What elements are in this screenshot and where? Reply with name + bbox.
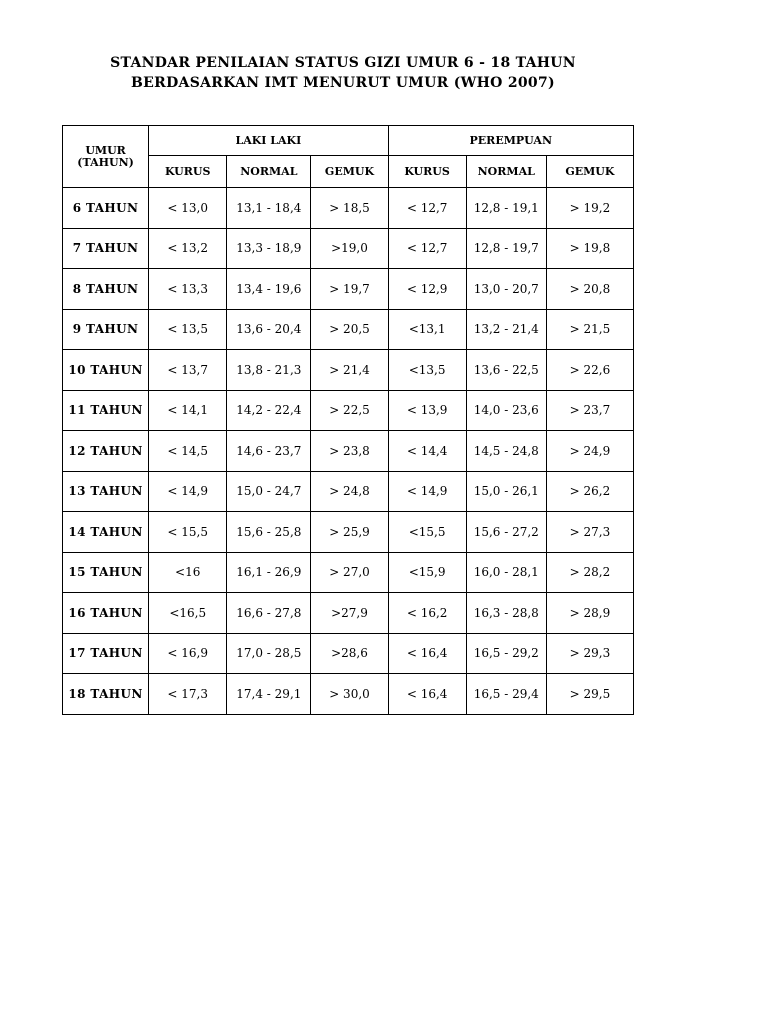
male-normal-cell: 16,6 - 27,8: [227, 593, 311, 634]
female-kurus-cell: < 14,4: [388, 431, 466, 472]
table-row: [63, 471, 634, 512]
female-gemuk-cell: > 26,2: [546, 471, 633, 512]
female-gemuk-cell: > 29,5: [546, 674, 633, 715]
female-normal-cell: 13,6 - 22,5: [466, 350, 546, 391]
female-kurus-cell: < 13,9: [388, 390, 466, 431]
age-cell: 8 TAHUN: [63, 269, 149, 310]
male-gemuk-cell: > 18,5: [311, 188, 388, 229]
female-kurus-cell: < 16,4: [388, 674, 466, 715]
male-normal-header: NORMAL: [227, 156, 311, 188]
table-row: [63, 593, 634, 634]
table-subheader-row: [63, 156, 634, 188]
female-kurus-header: KURUS: [388, 156, 466, 188]
male-kurus-cell: < 15,5: [149, 512, 227, 553]
female-gemuk-cell: > 19,8: [546, 228, 633, 269]
age-cell: 17 TAHUN: [63, 633, 149, 674]
female-gemuk-cell: > 27,3: [546, 512, 633, 553]
male-normal-cell: 14,2 - 22,4: [227, 390, 311, 431]
male-normal-cell: 13,3 - 18,9: [227, 228, 311, 269]
age-cell: 12 TAHUN: [63, 431, 149, 472]
male-kurus-cell: < 13,2: [149, 228, 227, 269]
female-normal-cell: 16,3 - 28,8: [466, 593, 546, 634]
male-gemuk-cell: > 21,4: [311, 350, 388, 391]
male-normal-cell: 13,4 - 19,6: [227, 269, 311, 310]
age-cell: 6 TAHUN: [63, 188, 149, 229]
female-normal-cell: 16,0 - 28,1: [466, 552, 546, 593]
female-kurus-cell: <13,1: [388, 309, 466, 350]
table-row: [63, 350, 634, 391]
male-normal-cell: 13,8 - 21,3: [227, 350, 311, 391]
male-gemuk-cell: > 22,5: [311, 390, 388, 431]
female-gemuk-cell: > 29,3: [546, 633, 633, 674]
male-normal-cell: 17,4 - 29,1: [227, 674, 311, 715]
male-normal-cell: 15,6 - 25,8: [227, 512, 311, 553]
male-kurus-cell: < 14,1: [149, 390, 227, 431]
female-normal-cell: 16,5 - 29,2: [466, 633, 546, 674]
female-gemuk-cell: > 28,2: [546, 552, 633, 593]
female-gemuk-cell: > 23,7: [546, 390, 633, 431]
female-kurus-cell: <15,5: [388, 512, 466, 553]
male-normal-cell: 13,1 - 18,4: [227, 188, 311, 229]
female-kurus-cell: < 12,7: [388, 228, 466, 269]
female-kurus-cell: < 16,2: [388, 593, 466, 634]
female-normal-header: NORMAL: [466, 156, 546, 188]
female-kurus-cell: < 16,4: [388, 633, 466, 674]
male-gemuk-cell: > 30,0: [311, 674, 388, 715]
male-gemuk-cell: > 23,8: [311, 431, 388, 472]
female-normal-cell: 12,8 - 19,1: [466, 188, 546, 229]
bmi-standard-table: [62, 125, 634, 715]
table-row: [63, 309, 634, 350]
female-gemuk-cell: > 19,2: [546, 188, 633, 229]
age-cell: 18 TAHUN: [63, 674, 149, 715]
male-normal-cell: 13,6 - 20,4: [227, 309, 311, 350]
male-normal-cell: 15,0 - 24,7: [227, 471, 311, 512]
table-row: [63, 512, 634, 553]
female-kurus-cell: <15,9: [388, 552, 466, 593]
age-cell: 15 TAHUN: [63, 552, 149, 593]
age-cell: 9 TAHUN: [63, 309, 149, 350]
male-kurus-header: KURUS: [149, 156, 227, 188]
female-normal-cell: 13,0 - 20,7: [466, 269, 546, 310]
document-title-line-2: BERDASARKAN IMT MENURUT UMUR (WHO 2007): [131, 75, 555, 91]
age-cell: 11 TAHUN: [63, 390, 149, 431]
female-group-header: PEREMPUAN: [388, 126, 633, 156]
age-column-header: [63, 126, 149, 188]
female-normal-cell: 16,5 - 29,4: [466, 674, 546, 715]
document-title-line-1: STANDAR PENILAIAN STATUS GIZI UMUR 6 - 18 TAHUN: [110, 55, 576, 71]
male-gemuk-cell: > 25,9: [311, 512, 388, 553]
age-cell: 13 TAHUN: [63, 471, 149, 512]
table-row: [63, 674, 634, 715]
male-gemuk-cell: > 24,8: [311, 471, 388, 512]
female-kurus-cell: < 14,9: [388, 471, 466, 512]
table-body: [63, 188, 634, 715]
male-kurus-cell: < 13,7: [149, 350, 227, 391]
male-kurus-cell: < 13,5: [149, 309, 227, 350]
male-kurus-cell: <16: [149, 552, 227, 593]
table-row: [63, 188, 634, 229]
female-gemuk-cell: > 22,6: [546, 350, 633, 391]
female-normal-cell: 13,2 - 21,4: [466, 309, 546, 350]
male-normal-cell: 16,1 - 26,9: [227, 552, 311, 593]
age-cell: 14 TAHUN: [63, 512, 149, 553]
male-gemuk-cell: > 19,7: [311, 269, 388, 310]
female-normal-cell: 14,5 - 24,8: [466, 431, 546, 472]
female-gemuk-header: GEMUK: [546, 156, 633, 188]
male-gemuk-cell: > 27,0: [311, 552, 388, 593]
male-kurus-cell: < 13,3: [149, 269, 227, 310]
female-kurus-cell: <13,5: [388, 350, 466, 391]
male-normal-cell: 14,6 - 23,7: [227, 431, 311, 472]
male-kurus-cell: < 13,0: [149, 188, 227, 229]
age-cell: 7 TAHUN: [63, 228, 149, 269]
age-header-line-1: UMUR: [85, 143, 126, 157]
female-kurus-cell: < 12,7: [388, 188, 466, 229]
female-kurus-cell: < 12,9: [388, 269, 466, 310]
age-cell: 16 TAHUN: [63, 593, 149, 634]
female-gemuk-cell: > 20,8: [546, 269, 633, 310]
female-normal-cell: 15,6 - 27,2: [466, 512, 546, 553]
female-gemuk-cell: > 21,5: [546, 309, 633, 350]
male-normal-cell: 17,0 - 28,5: [227, 633, 311, 674]
male-kurus-cell: < 14,9: [149, 471, 227, 512]
female-gemuk-cell: > 24,9: [546, 431, 633, 472]
female-normal-cell: 15,0 - 26,1: [466, 471, 546, 512]
table-row: [63, 269, 634, 310]
table-row: [63, 228, 634, 269]
male-gemuk-header: GEMUK: [311, 156, 388, 188]
male-kurus-cell: < 16,9: [149, 633, 227, 674]
female-normal-cell: 12,8 - 19,7: [466, 228, 546, 269]
table-row: [63, 633, 634, 674]
table-row: [63, 552, 634, 593]
female-normal-cell: 14,0 - 23,6: [466, 390, 546, 431]
table-row: [63, 390, 634, 431]
male-kurus-cell: < 17,3: [149, 674, 227, 715]
male-gemuk-cell: > 20,5: [311, 309, 388, 350]
male-kurus-cell: < 14,5: [149, 431, 227, 472]
age-header-line-2: (TAHUN): [77, 155, 134, 169]
male-group-header: LAKI LAKI: [149, 126, 388, 156]
male-gemuk-cell: >27,9: [311, 593, 388, 634]
table-row: [63, 431, 634, 472]
male-gemuk-cell: >19,0: [311, 228, 388, 269]
male-kurus-cell: <16,5: [149, 593, 227, 634]
male-gemuk-cell: >28,6: [311, 633, 388, 674]
age-cell: 10 TAHUN: [63, 350, 149, 391]
female-gemuk-cell: > 28,9: [546, 593, 633, 634]
table-header-row: [63, 126, 634, 156]
